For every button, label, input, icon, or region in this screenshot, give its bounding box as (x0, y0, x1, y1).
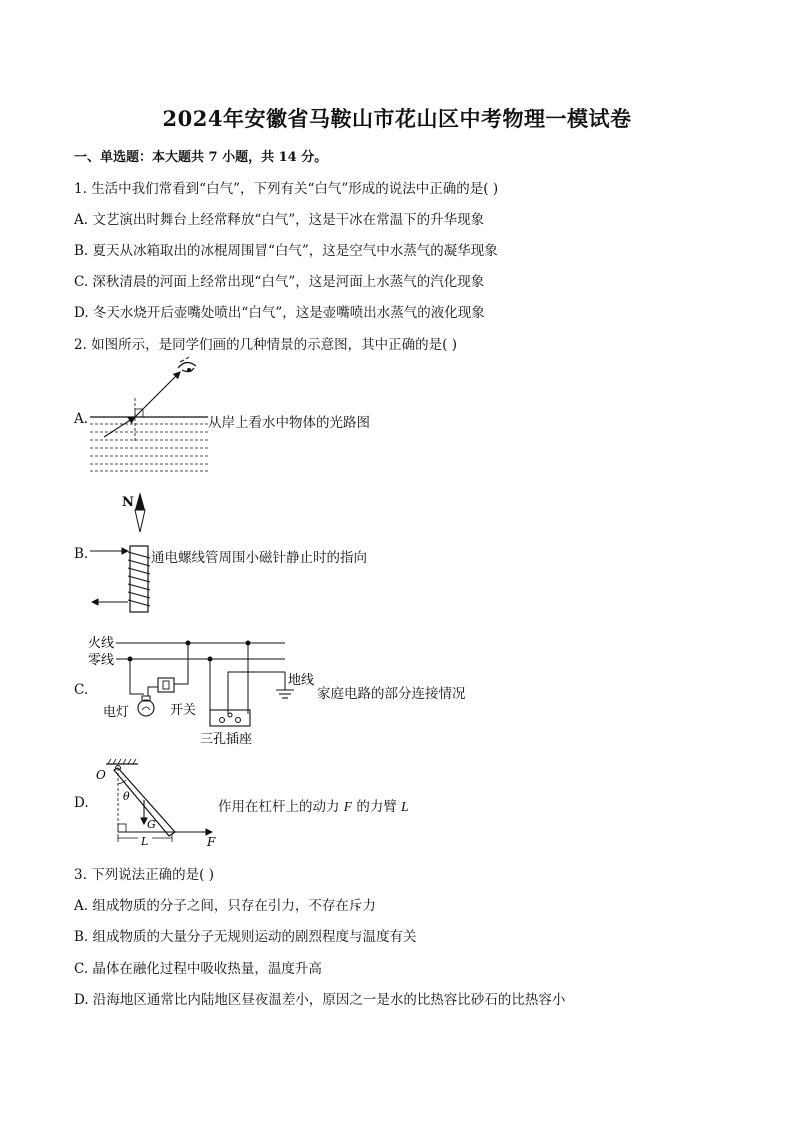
q1-option-a: A. 文艺演出时舞台上经常释放“白气”，这是干冰在常温下的升华现象 (74, 212, 485, 228)
gravity-label: G (147, 818, 156, 831)
q2-option-b-label: B. (74, 546, 89, 562)
q2-option-c-label: C. (74, 682, 89, 698)
pivot-label: O (96, 768, 106, 782)
q2-option-c-caption: 家庭电路的部分连接情况 (317, 686, 466, 702)
switch-box (158, 678, 174, 692)
neutral-wire-label: 零线 (88, 653, 115, 668)
q2-option-d-label: D. (74, 795, 89, 811)
solenoid-diagram (90, 488, 160, 616)
lamp-label: 电灯 (103, 705, 130, 720)
switch-label: 开关 (170, 703, 197, 718)
q1-option-c: C. 深秋清晨的河面上经常出现“白气”，这是河面上水蒸气的汽化现象 (74, 274, 485, 290)
q3-option-a: A. 组成物质的分子之间，只存在引力，不存在斥力 (74, 898, 376, 914)
q1-option-d: D. 冬天水烧开后壶嘴处喷出“白气”，这是壶嘴喷出水蒸气的液化现象 (74, 305, 485, 321)
caption-pre: 作用在杠杆上的动力 (218, 799, 344, 815)
q1-stem: 1. 生活中我们常看到“白气”，下列有关“白气”形成的说法中正确的是( ) (74, 181, 499, 197)
q3-option-d: D. 沿海地区通常比内陆地区昼夜温差小，原因之一是水的比热容比砂石的比热容小 (74, 992, 566, 1008)
page-title: 2024年安徽省马鞍山市花山区中考物理一模试卷 (162, 106, 632, 131)
socket-label: 三孔插座 (200, 732, 253, 747)
lamp-icon (138, 696, 154, 716)
live-wire-label: 火线 (88, 636, 115, 651)
socket-box (210, 710, 250, 726)
household-circuit-diagram (88, 632, 318, 747)
q3-option-c: C. 晶体在融化过程中吸收热量，温度升高 (74, 961, 322, 977)
q2-stem: 2. 如图所示，是同学们画的几种情景的示意图，其中正确的是( ) (74, 337, 457, 353)
q3-stem: 3. 下列说法正确的是( ) (74, 867, 214, 883)
q2-option-a-label: A. (74, 411, 89, 427)
caption-force: F (343, 799, 353, 814)
lever-diagram (92, 758, 222, 850)
caption-mid: 的力臂 (352, 799, 402, 815)
force-label: F (207, 835, 216, 849)
refraction-diagram (90, 360, 210, 475)
q2-option-b-caption: 通电螺线管周围小磁针静止时的指向 (151, 550, 367, 566)
arm-label: L (141, 835, 149, 848)
ground-wire-label: 地线 (288, 673, 315, 688)
caption-arm: L (401, 799, 409, 814)
angle-label: θ (123, 790, 130, 803)
eye-icon (178, 357, 196, 372)
needle-n-label: N (122, 495, 134, 510)
compass-needle (135, 492, 145, 532)
section-heading: 一、单选题：本大题共 7 小题，共 14 分。 (74, 150, 328, 165)
q1-option-b: B. 夏天从冰箱取出的冰棍周围冒“白气”，这是空气中水蒸气的凝华现象 (74, 243, 498, 259)
q2-option-a-caption: 从岸上看水中物体的光路图 (208, 415, 370, 431)
q2-option-d-caption (218, 795, 409, 815)
q3-option-b: B. 组成物质的大量分子无规则运动的剧烈程度与温度有关 (74, 929, 417, 945)
